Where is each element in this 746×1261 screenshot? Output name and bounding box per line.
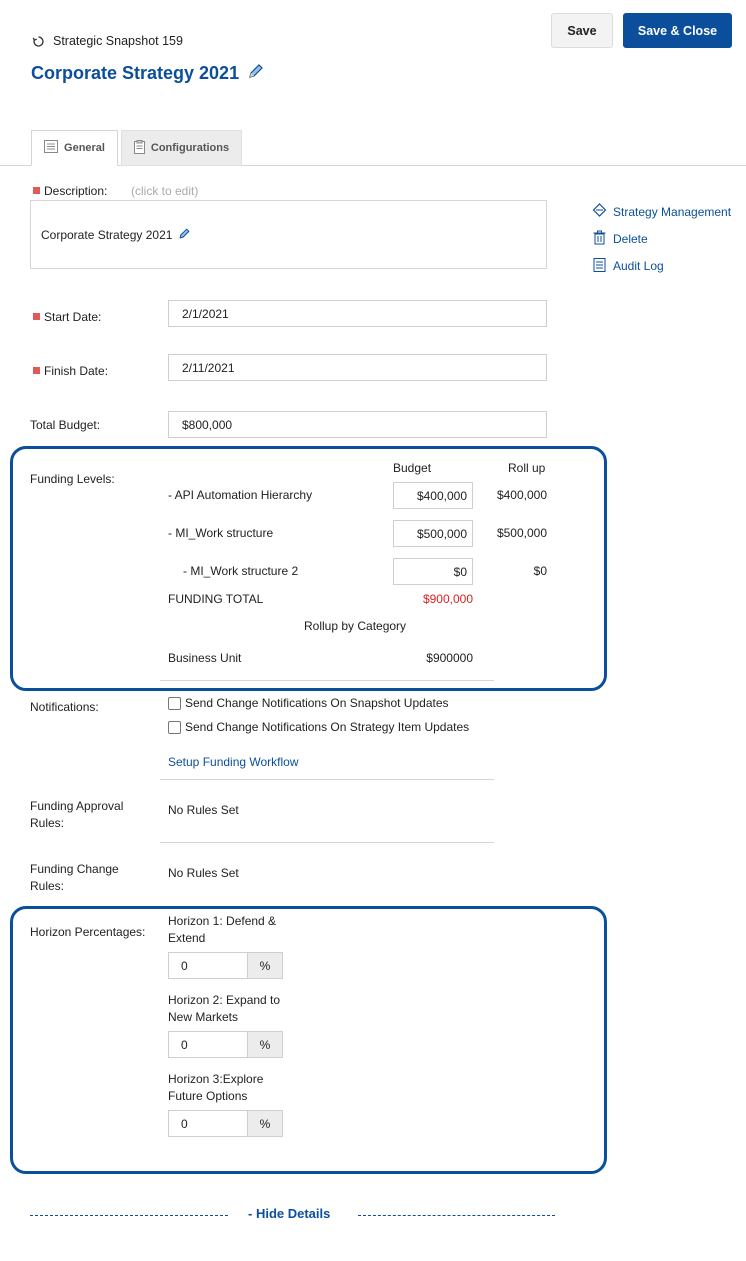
description-label-text: Description: [44, 184, 108, 198]
checkbox-box[interactable] [168, 721, 181, 734]
log-icon [592, 257, 607, 275]
start-date-label [33, 309, 101, 326]
funding-rollup-value: $500,000 [496, 526, 547, 540]
audit-log-link[interactable] [592, 257, 664, 275]
strategy-item-notification-checkbox[interactable] [168, 720, 469, 734]
delete-label: Delete [613, 232, 648, 246]
funding-rollup-value: $0 [533, 564, 547, 578]
description-value: Corporate Strategy 2021 [41, 227, 173, 242]
category-name: Business Unit [168, 651, 242, 665]
horizon-2-input[interactable]: 0 [168, 1031, 247, 1058]
horizon-2-input-group [168, 1031, 283, 1058]
delete-link[interactable] [592, 230, 648, 248]
history-icon [32, 35, 45, 48]
strategy-management-link[interactable] [592, 203, 731, 220]
finish-date-label [33, 363, 108, 380]
divider [160, 842, 494, 843]
funding-total-label: FUNDING TOTAL [168, 592, 264, 606]
audit-log-label: Audit Log [613, 259, 664, 273]
funding-budget-input[interactable]: $0 [393, 558, 473, 585]
divider [160, 680, 494, 681]
funding-row-name: - MI_Work structure 2 [183, 564, 299, 578]
category-value: $900000 [426, 651, 473, 665]
horizon-3-input-group [168, 1110, 283, 1137]
funding-approval-rules-value: No Rules Set [168, 803, 239, 817]
checkbox-label: Send Change Notifications On Strategy Item Updates [185, 720, 470, 734]
description-hint: (click to edit) [131, 184, 199, 198]
rollup-column-header: Roll up [508, 461, 546, 475]
diamond-sign-icon [592, 203, 607, 220]
tab-general[interactable] [31, 130, 118, 166]
checkbox-label: Send Change Notifications On Snapshot Updates [185, 696, 449, 710]
hide-details-link[interactable]: - Hide Details [248, 1206, 331, 1221]
save-button[interactable]: Save [551, 13, 613, 48]
breadcrumb-label: Strategic Snapshot 159 [53, 34, 183, 48]
percent-addon: % [247, 952, 283, 979]
snapshot-notification-checkbox[interactable] [168, 696, 449, 710]
funding-budget-input[interactable]: $500,000 [393, 520, 473, 547]
total-budget-label: Total Budget: [30, 418, 101, 432]
page-title [31, 62, 265, 85]
funding-row-name: - API Automation Hierarchy [168, 488, 313, 502]
setup-funding-workflow-link[interactable]: Setup Funding Workflow [168, 755, 299, 769]
funding-row-name: - MI_Work structure [168, 526, 274, 540]
pencil-icon[interactable] [178, 227, 191, 243]
percent-addon: % [247, 1031, 283, 1058]
funding-change-rules-value: No Rules Set [168, 866, 239, 880]
horizon-3-label: Horizon 3:Explore Future Options [168, 1072, 264, 1103]
funding-levels-label: Funding Levels: [30, 472, 115, 486]
tab-configurations-label: Configurations [150, 142, 230, 154]
divider [160, 779, 494, 780]
breadcrumb [32, 34, 183, 48]
horizon-2-label: Horizon 2: Expand to New Markets [168, 993, 281, 1024]
horizon-3-input[interactable]: 0 [168, 1110, 247, 1137]
finish-date-input[interactable]: 2/11/2021 [168, 354, 547, 381]
funding-rollup-value: $400,000 [496, 488, 547, 502]
budget-column-header: Budget [393, 461, 432, 475]
save-close-button[interactable]: Save & Close [623, 13, 732, 48]
start-date-input[interactable]: 2/1/2021 [168, 300, 547, 327]
description-label [33, 183, 107, 200]
trash-icon [592, 230, 607, 248]
strategy-management-label: Strategy Management [613, 204, 732, 219]
funding-approval-rules-label: Funding Approval Rules: [30, 799, 124, 830]
funding-total-value: $900,000 [422, 592, 473, 606]
horizon-1-input-group [168, 952, 283, 979]
required-marker [33, 187, 40, 194]
pencil-icon[interactable] [247, 62, 265, 85]
funding-change-rules-label: Funding Change Rules: [30, 862, 119, 893]
required-marker [33, 313, 40, 320]
divider [358, 1215, 555, 1216]
horizon-1-label: Horizon 1: Defend & Extend [168, 914, 277, 945]
finish-date-label-text: Finish Date: [44, 364, 109, 378]
divider [30, 1215, 228, 1216]
tab-configurations[interactable] [121, 130, 242, 166]
tab-general-label: General [64, 142, 105, 154]
rollup-by-category-heading: Rollup by Category [304, 619, 407, 633]
start-date-label-text: Start Date: [44, 310, 102, 324]
percent-addon: % [247, 1110, 283, 1137]
page-title-text: Corporate Strategy 2021 [31, 63, 240, 83]
document-icon [44, 140, 58, 156]
clipboard-icon [134, 140, 145, 157]
horizon-1-input[interactable]: 0 [168, 952, 247, 979]
required-marker [33, 367, 40, 374]
total-budget-input[interactable]: $800,000 [168, 411, 547, 438]
horizon-percentages-label: Horizon Percentages: [30, 925, 146, 939]
horizon-percentages-highlight [10, 906, 607, 1174]
checkbox-box[interactable] [168, 697, 181, 710]
description-editor[interactable] [30, 200, 547, 269]
funding-budget-input[interactable]: $400,000 [393, 482, 473, 509]
notifications-label: Notifications: [30, 700, 99, 714]
